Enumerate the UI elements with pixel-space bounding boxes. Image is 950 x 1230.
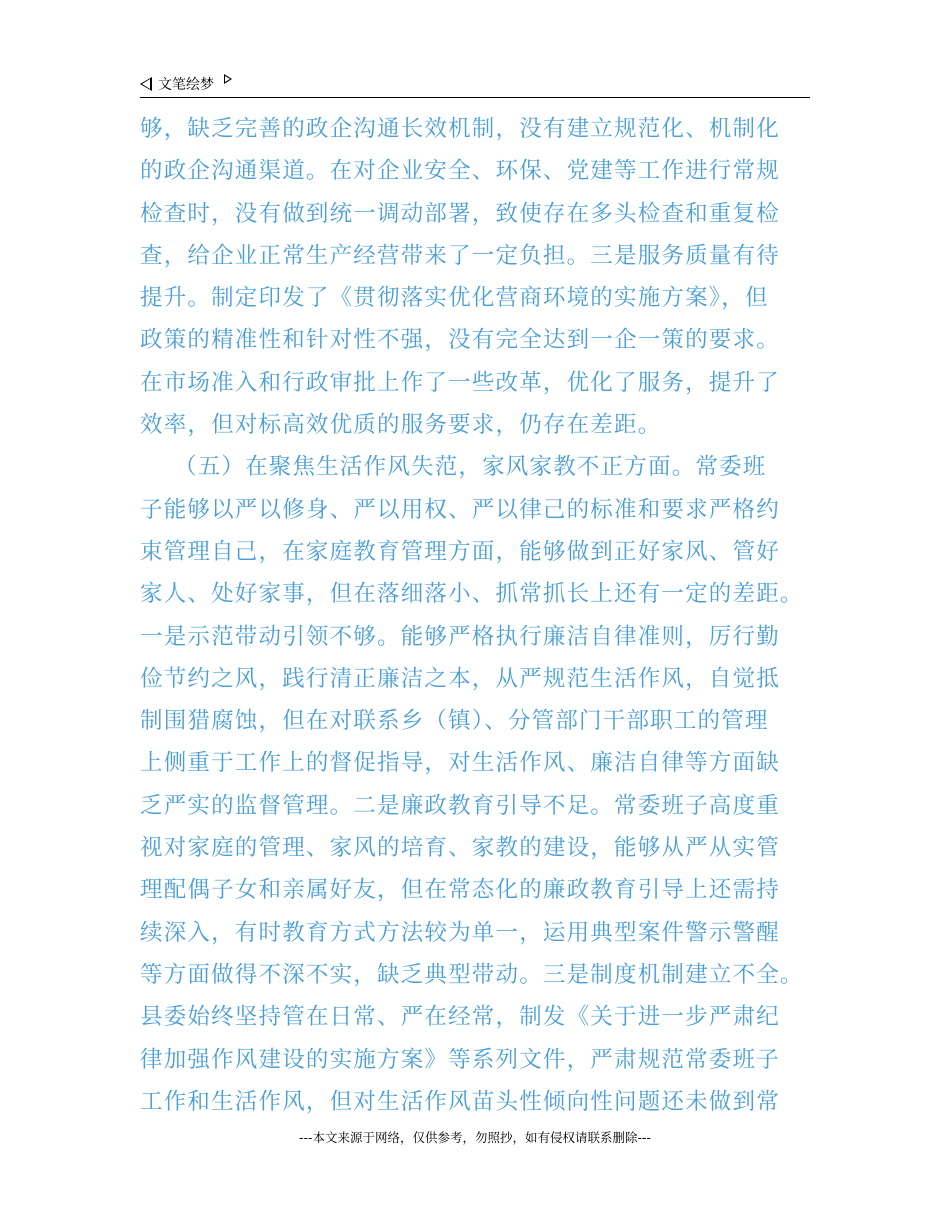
body-line: 够，缺乏完善的政企沟通长效机制，没有建立规范化、机制化 — [140, 116, 780, 142]
page-footer: ---本文来源于网络，仅供参考，勿照抄，如有侵权请联系删除--- — [298, 1130, 652, 1145]
body-line: 子能够以严以修身、严以用权、严以律己的标准和要求严格约 — [140, 496, 780, 523]
triangle-left-icon — [140, 77, 152, 91]
document-body — [140, 108, 815, 1123]
body-line: 理配偶子女和亲属好友，但在常态化的廉政教育引导上还需持 — [140, 877, 780, 904]
section-heading-line: （五）在聚焦生活作风失范，家风家教不正方面。常委班 — [174, 454, 767, 481]
body-line: 束管理自己，在家庭教育管理方面，能够做到正好家风、管好 — [140, 538, 780, 565]
body-line: 工作和生活作风，但对生活作风苗头性倾向性问题还未做到常 — [140, 1088, 780, 1115]
body-line: 家人、处好家事，但在落细落小、抓常抓长上还有一定的差距。 — [140, 581, 804, 608]
body-line: 提升。制定印发了《贯彻落实优化营商环境的实施方案》，但 — [140, 285, 769, 312]
header-rule — [140, 97, 810, 98]
body-line: 查，给企业正常生产经营带来了一定负担。三是服务质量有待 — [140, 242, 780, 269]
body-line: 上侧重于工作上的督促指导，对生活作风、廉洁自律等方面缺 — [140, 750, 780, 777]
body-line: 检查时，没有做到统一调动部署，致使存在多头检查和重复检 — [140, 200, 780, 227]
header-brand: 文笔绘梦 — [158, 77, 214, 93]
body-line: 的政企沟通渠道。在对企业安全、环保、党建等工作进行常规 — [140, 158, 780, 185]
body-line: 县委始终坚持管在日常、严在经常，制发《关于进一步严肃纪 — [140, 1004, 780, 1031]
body-line: 视对家庭的管理、家风的培育、家教的建设，能够从严从实管 — [140, 835, 780, 862]
triangle-right-icon — [224, 74, 232, 84]
body-line: 律加强作风建设的实施方案》等系列文件，严肃规范常委班子 — [140, 1046, 780, 1073]
body-line: 政策的精准性和针对性不强，没有完全达到一企一策的要求。 — [140, 327, 780, 354]
body-line: 续深入，有时教育方式方法较为单一，运用典型案件警示警醒 — [140, 919, 780, 946]
body-line: 等方面做得不深不实，缺乏典型带动。三是制度机制建立不全。 — [140, 961, 804, 988]
page-header — [140, 72, 810, 96]
body-line: 效率，但对标高效优质的服务要求，仍存在差距。 — [140, 412, 662, 439]
body-line: 俭节约之风，践行清正廉洁之本，从严规范生活作风，自觉抵 — [140, 665, 780, 692]
body-line: 一是示范带动引领不够。能够严格执行廉洁自律准则，厉行勤 — [140, 623, 780, 650]
body-line: 制围猎腐蚀，但在对联系乡（镇）、分管部门干部职工的管理 — [140, 708, 769, 735]
body-line: 在市场准入和行政审批上作了一些改革，优化了服务，提升了 — [140, 369, 780, 396]
body-line: 乏严实的监督管理。二是廉政教育引导不足。常委班子高度重 — [140, 792, 780, 819]
